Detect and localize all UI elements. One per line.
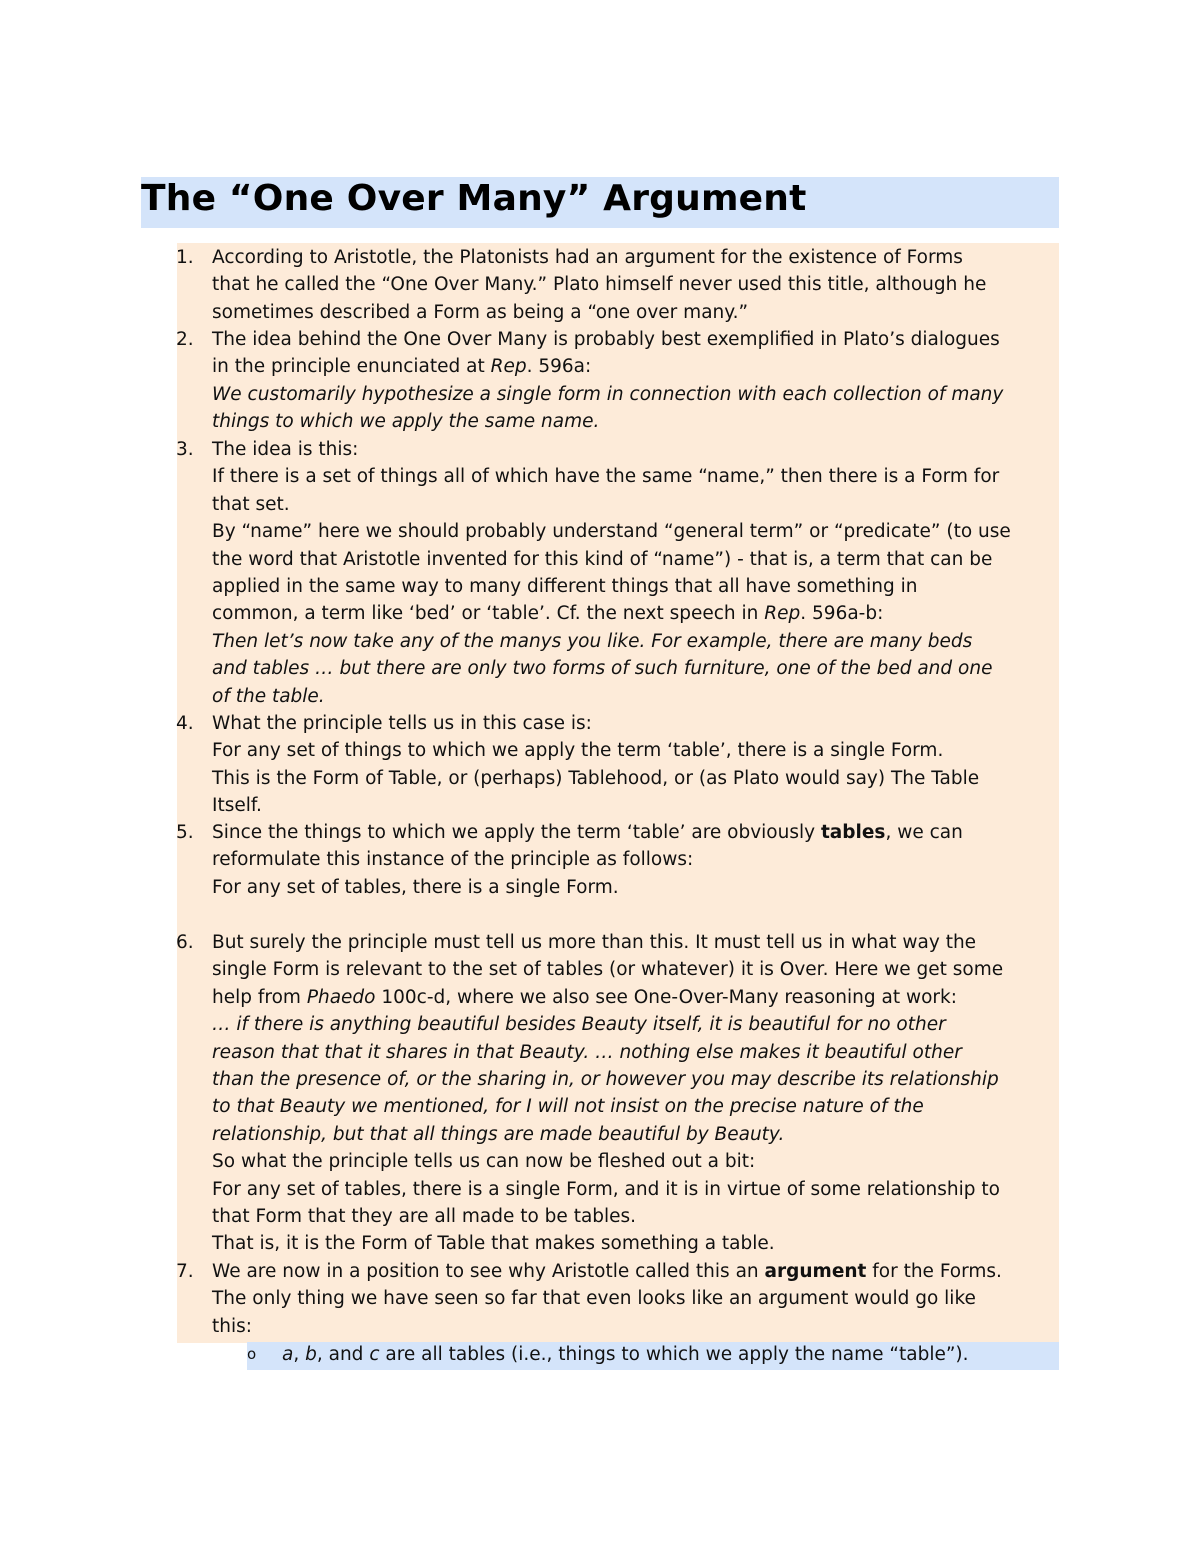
- hollow-bullet-icon: o: [247, 1345, 257, 1363]
- citation-rep: Rep: [764, 603, 801, 625]
- item-text: [212, 436, 1062, 710]
- text-line: So what the principle tells us can now be fleshed out a bit:: [212, 1151, 756, 1173]
- citation-phaedo: Phaedo: [306, 986, 376, 1008]
- text-line: [212, 984, 1062, 1011]
- text-line: What the principle tells us in this case is:: [212, 713, 592, 734]
- text-run: , and: [316, 1344, 370, 1365]
- quote-line: … if there is anything beautiful besides Beauty itself, it is beautiful for no other: [212, 1014, 946, 1036]
- text-line: sometimes described a Form as being a “one over many.”: [212, 301, 749, 323]
- text-run: are all tables (i.e., things to which we apply the name “table”).: [379, 1344, 969, 1365]
- text-line: [212, 600, 1062, 627]
- text-run: We are now in a position to see why Aristotle called this an: [212, 1261, 765, 1282]
- sub-item-text: [282, 1341, 969, 1368]
- item-text: [212, 929, 1062, 1258]
- var-b: b: [305, 1344, 317, 1365]
- item-text: [212, 1258, 1062, 1340]
- citation-rest: . 596a-b:: [800, 603, 884, 625]
- text-line: This is the Form of Table, or (perhaps) Tablehood, or (as Plato would say) The Table: [212, 767, 980, 789]
- text-line: this:: [212, 1315, 252, 1337]
- quote-line: reason that that it shares in that Beauty. … nothing else makes it beautiful other: [212, 1041, 962, 1063]
- quote-line: to that Beauty we mentioned, for I will not insist on the precise nature of the: [212, 1096, 924, 1118]
- quote-line: Then let’s now take any of the manys you like. For example, there are many beds: [212, 630, 973, 652]
- text-line: that Form that they are all made to be tables.: [212, 1206, 637, 1228]
- text-run: common, a term like ‘bed’ or ‘table’. Cf. the next speech in: [212, 603, 765, 625]
- text-line: By “name” here we should probably understand “general term” or “predicate” (to use: [212, 521, 1011, 543]
- text-line: But surely the principle must tell us more than this. It must tell us in what way the: [212, 932, 977, 953]
- quote-line: and tables … but there are only two forms of such furniture, one of the bed and one: [212, 658, 993, 680]
- text-line: If there is a set of things all of which have the same “name,” then there is a Form for: [212, 466, 1000, 488]
- item-text: [212, 244, 1062, 326]
- text-line: The only thing we have seen so far that even looks like an argument would go like: [212, 1288, 976, 1310]
- text-line: that he called the “One Over Many.” Plato himself never used this title, although he: [212, 274, 987, 296]
- text-run: ,: [293, 1344, 306, 1365]
- text-line: that set.: [212, 493, 290, 515]
- item-number: 6.: [176, 932, 194, 953]
- text-line: single Form is relevant to the set of tables (or whatever) it is Over. Here we get some: [212, 959, 1004, 981]
- text-line: reformulate this instance of the principle as follows:: [212, 849, 694, 871]
- item-number: 1.: [176, 247, 194, 268]
- item-number: 5.: [176, 822, 194, 843]
- text-line: applied in the same way to many different things that all have something in: [212, 576, 918, 598]
- quote-line: of the table.: [212, 685, 325, 707]
- emphasis-bold: tables: [820, 822, 886, 843]
- item-number: 3.: [176, 439, 194, 460]
- item-number: 2.: [176, 329, 194, 350]
- item-text: [212, 710, 1062, 820]
- text-line: For any set of things to which we apply the term ‘table’, there is a single Form.: [212, 740, 944, 762]
- item-text: [212, 819, 1062, 901]
- item-number: 4.: [176, 713, 194, 734]
- text-line: [212, 1258, 1062, 1285]
- item-text: [212, 326, 1062, 436]
- citation-rep: Rep: [490, 356, 527, 378]
- text-line: For any set of tables, there is a single Form.: [212, 876, 619, 898]
- text-line: For any set of tables, there is a single Form, and it is in virtue of some relationship to: [212, 1178, 1000, 1200]
- text-line: the word that Aristotle invented for this kind of “name”) - that is, a term that can be: [212, 548, 993, 570]
- page-title: The “One Over Many” Argument: [141, 178, 807, 219]
- quote-line: things to which we apply the same name.: [212, 411, 600, 433]
- text-run: help from: [212, 986, 307, 1008]
- quote-line: relationship, but that all things are made beautiful by Beauty.: [212, 1123, 785, 1145]
- text-line: [212, 353, 1062, 380]
- text-line: Itself.: [212, 795, 262, 817]
- text-line: That is, it is the Form of Table that makes something a table.: [212, 1233, 775, 1255]
- text-run: Since the things to which we apply the term ‘table’ are obviously: [212, 822, 821, 843]
- text-run: , we can: [885, 822, 963, 843]
- var-a: a: [282, 1344, 294, 1365]
- text-line: According to Aristotle, the Platonists had an argument for the existence of Forms: [212, 247, 963, 268]
- citation-rest: . 596a:: [526, 356, 592, 378]
- var-c: c: [369, 1344, 380, 1365]
- item-number: 7.: [176, 1261, 194, 1282]
- text-run: in the principle enunciated at: [212, 356, 491, 378]
- quote-line: We customarily hypothesize a single form in connection with each collection of many: [212, 383, 1004, 405]
- text-line: The idea behind the One Over Many is probably best exemplified in Plato’s dialogues: [212, 329, 1000, 350]
- emphasis-bold: argument: [764, 1261, 867, 1282]
- text-run: for the Forms.: [866, 1261, 1002, 1282]
- text-run: 100c-d, where we also see One-Over-Many reasoning at work:: [375, 986, 957, 1008]
- quote-line: than the presence of, or the sharing in, or however you may describe its relationship: [212, 1069, 999, 1091]
- text-line: [212, 819, 1062, 846]
- text-line: The idea is this:: [212, 439, 359, 460]
